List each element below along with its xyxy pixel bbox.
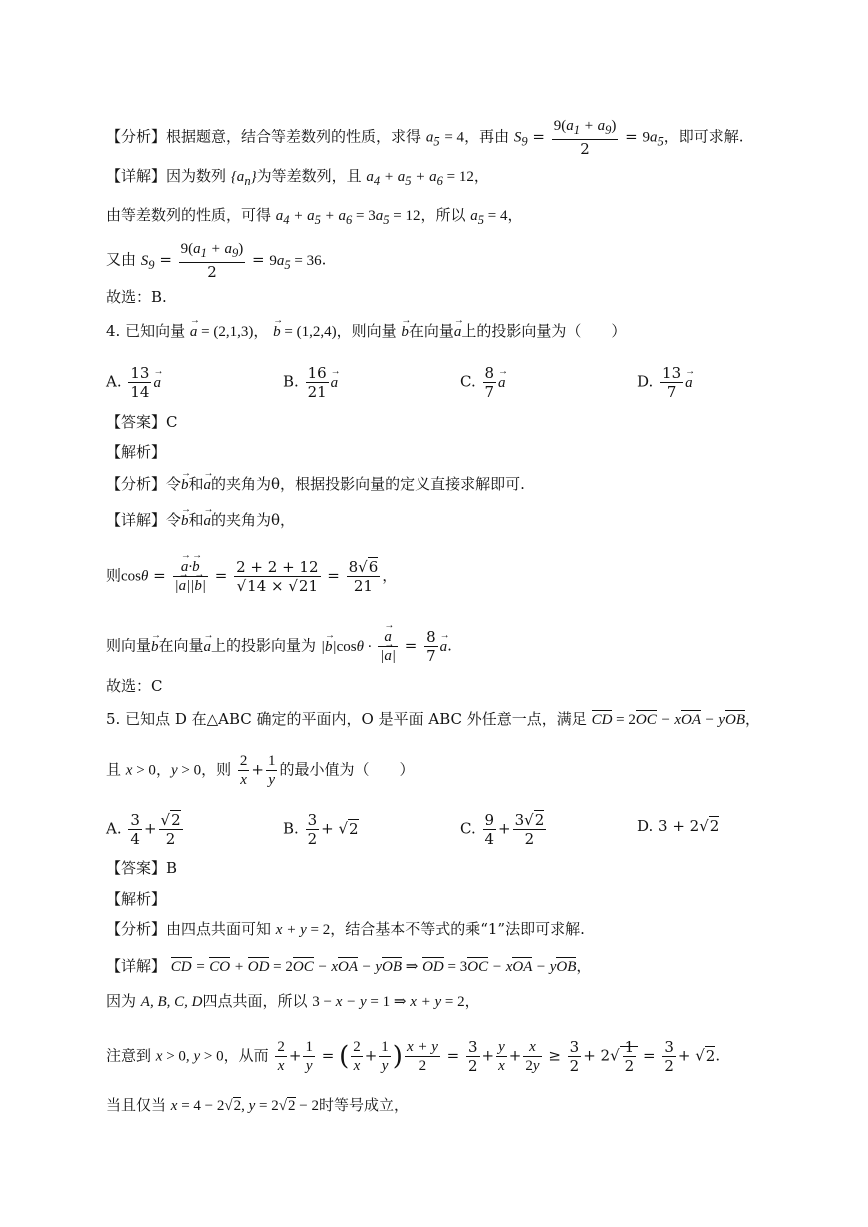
q5-condition: 且 x > 0，y > 0，则 $\frac{2}{x}$ + $\frac{1}{y}$ 的最小值为（ ） <box>106 753 415 788</box>
q4-detail: 【详解】令→ b和→ a的夹角为θ， <box>106 509 295 532</box>
q5-detail: 【详解】 CD = CO + OD = 2OC − xOA − yOB ⇒ OD = 3OC − xOA − yOB， <box>106 957 592 975</box>
q5-jiexi: 【解析】 <box>106 890 167 908</box>
q5-option-a: A. $\frac{3}{4}$ + $\frac{√2}{2}$ <box>106 811 181 848</box>
q3-line3: 又由 $S_9$ = $\frac{9(a_1 + a_9)}{2}$ = $9a_5 = 36$. <box>106 241 327 281</box>
q4-projection: 则向量→ b在向量→ a上的投影向量为 |→ b|cosθ · → $\frac{a}{|\to a|}$ = $\frac{8}{7}$ → a. <box>106 628 452 665</box>
q4-jiexi: 【解析】 <box>106 443 167 461</box>
q4-answer: 【答案】C <box>106 413 178 431</box>
q4-option-b: B. $\frac{16}{21}$ → a <box>283 364 338 401</box>
q5-option-d: D. 3 + 2√2 <box>637 817 720 835</box>
q3-detail: 【详解】因为数列 $\{a_n\}$为等差数列，且 $a_4 + a_5 + a_6 = 12$， <box>106 167 489 188</box>
q4-option-c: C. $\frac{8}{7}$ → a <box>460 364 506 401</box>
q5-analysis: 【分析】由四点共面可知 x + y = 2，结合基本不等式的乘“1”法即可求解. <box>106 920 585 938</box>
q5-stem: 5. 已知点 D 在△ABC 确定的平面内，O 是平面 ABC 外任意一点，满足 CD = 2OC − xOA − yOB， <box>106 710 761 728</box>
q5-inequality: 注意到 x > 0, y > 0，从而 $\frac{2}{x}$ + $\frac{1}{y}$ = ( $\frac{2}{x}$ + $\frac{1}{y}$ ) $\frac{x + y}{2}$ = $\frac{3}{2}$ + $\frac{y}{x}$ + $\frac{x}{2y}$ ≥ $\frac{3}{2}$ + 2√ $\frac{1}{2}$ = $\frac{3}{2}$ + √2. <box>106 1038 721 1075</box>
q5-option-b: B. $\frac{3}{2}$ + √2 <box>283 811 359 848</box>
q3-line2: 由等差数列的性质，可得 $a_4 + a_5 + a_6 = 3a_5 = 12$，所以 $a_5 = 4$， <box>106 206 523 227</box>
q3-analysis: 【分析】根据题意，结合等差数列的性质，求得 $a_5 = 4$，再由 $S_9$ = $\frac{9(a_1 + a_9)}{2}$ = $9a_5$，即可求解. <box>106 118 744 158</box>
q5-equality: 当且仅当 x = 4 − 2√2, y = 2√2 − 2时等号成立， <box>106 1096 409 1114</box>
q4-choice: 故选：C <box>106 677 163 695</box>
q4-option-a: A. $\frac{13}{14}$ → a <box>106 364 161 401</box>
q3-choice: 故选：B. <box>106 288 167 306</box>
q4-analysis: 【分析】令→ b和→ a的夹角为θ，根据投影向量的定义直接求解即可. <box>106 473 525 496</box>
q4-cos: 则cosθ = → $\frac{a\cdot\to b}{|\to a||\to b|}$ = $\frac{2 + 2 + 12}{√14 \times √21}$ = $\frac{8√6}{21}$ ， <box>106 558 397 595</box>
q4-option-d: D. $\frac{13}{7}$ → a <box>637 364 693 401</box>
q5-coplanar: 因为 A, B, C, D四点共面，所以 3 − x − y = 1 ⇒ x + y = 2， <box>106 992 480 1010</box>
q4-stem: 4. 已知向量 → a = (2,1,3)， → b = (1,2,4)，则向量 → b在向量→ a上的投影向量为（ ） <box>106 320 626 343</box>
q5-answer: 【答案】B <box>106 859 178 877</box>
q5-option-c: C. $\frac{9}{4}$ + $\frac{3√2}{2}$ <box>460 811 545 848</box>
